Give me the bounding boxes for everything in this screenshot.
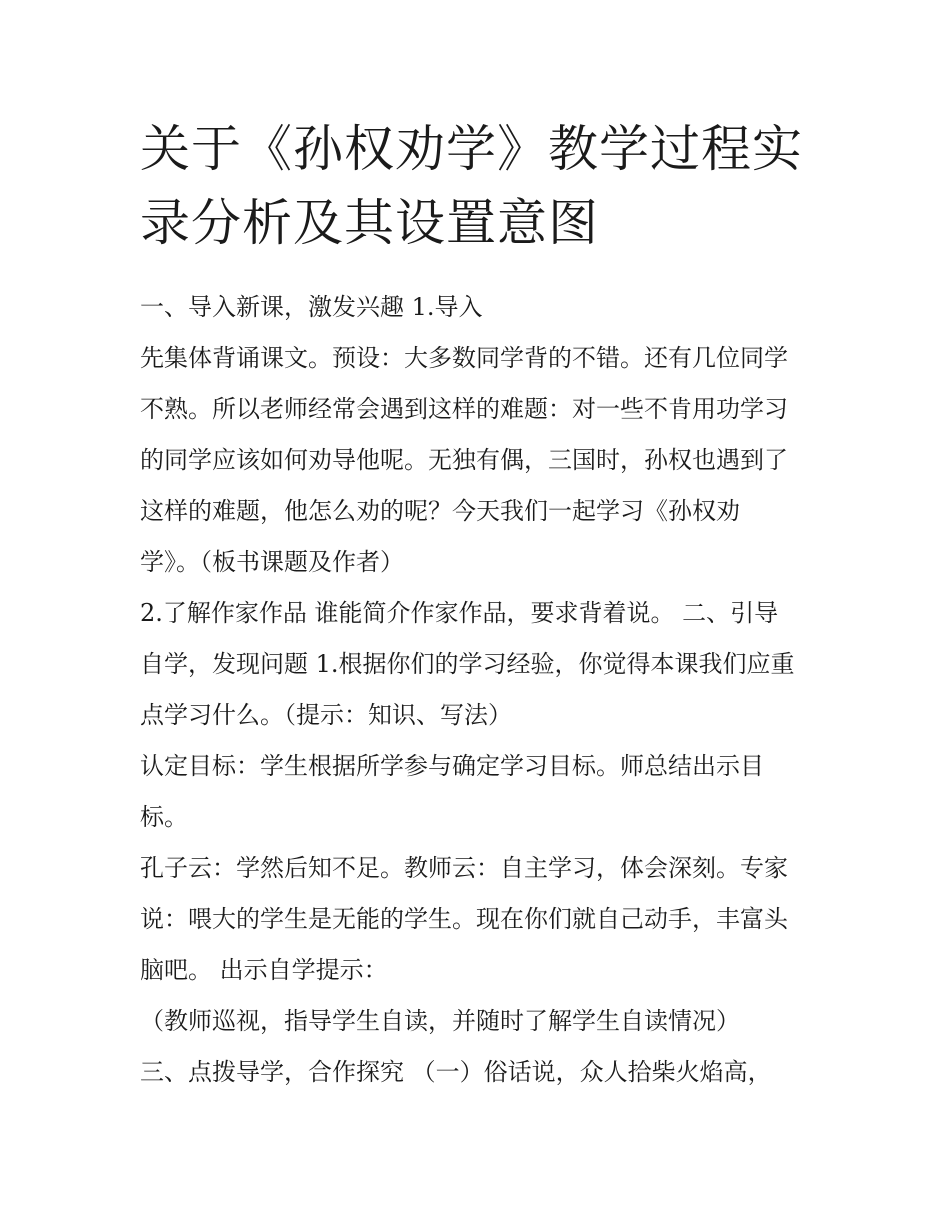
body-line: 标。 [140, 803, 188, 831]
body-line: 三、点拨导学，合作探究 （一）俗话说，众人拾柴火焰高， [140, 1058, 772, 1086]
body-line: 2.了解作家作品 谁能简介作家作品，要求背着说。 二、引导 [140, 599, 779, 627]
body-line: 这样的难题，他怎么劝的呢？今天我们一起学习《孙权劝 [140, 497, 740, 525]
body-line: 一、导入新课，激发兴趣 1.导入 [140, 293, 483, 321]
body-line: 脑吧。 出示自学提示： [140, 956, 388, 984]
body-line: 的同学应该如何劝导他呢。无独有偶，三国时，孙权也遇到了 [140, 446, 788, 474]
body-line: 学》。（板书课题及作者） [140, 548, 404, 576]
document-page [140, 112, 820, 1098]
body-line: 孔子云：学然后知不足。教师云：自主学习，体会深刻。专家 [140, 854, 788, 882]
body-line: 说：喂大的学生是无能的学生。现在你们就自己动手，丰富头 [140, 905, 788, 933]
body-line: 认定目标：学生根据所学参与确定学习目标。师总结出示目 [140, 752, 764, 780]
body-line: 自学，发现问题 1.根据你们的学习经验，你觉得本课我们应重 [140, 650, 795, 678]
document-title [140, 112, 820, 260]
title-line: 关于《孙权劝学》教学过程实 [140, 120, 803, 178]
title-line: 录分析及其设置意图 [140, 194, 599, 252]
document-body [140, 282, 820, 1098]
body-line: 不熟。所以老师经常会遇到这样的难题：对一些不肯用功学习 [140, 395, 788, 423]
body-line: 先集体背诵课文。预设：大多数同学背的不错。还有几位同学 [140, 344, 788, 372]
body-line: 点学习什么。（提示：知识、写法） [140, 701, 512, 729]
body-line: （教师巡视，指导学生自读，并随时了解学生自读情况） [140, 1007, 740, 1035]
